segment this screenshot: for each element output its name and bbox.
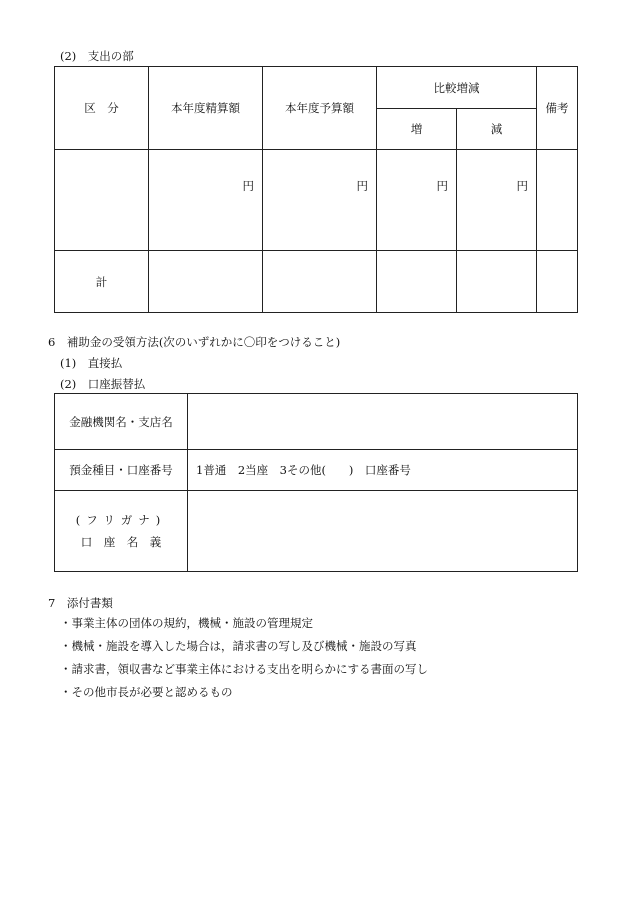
bank-name-label: 金融機関名・支店名 (55, 394, 188, 450)
payment-option-transfer: (2) 口座振替払 (60, 377, 146, 391)
bank-table (54, 393, 578, 572)
total-decrease-cell[interactable] (457, 251, 537, 313)
remarks-cell[interactable] (537, 150, 578, 251)
account-type-label: 預金種目・口座番号 (55, 450, 188, 491)
list-item: ・機械・施設を導入した場合は，請求書の写し及び機械・施設の写真 (60, 639, 417, 653)
section7-heading: 7 添付書類 (48, 596, 113, 610)
payment-option-direct: (1) 直接払 (60, 356, 123, 370)
header-category: 区 分 (55, 67, 149, 150)
increase-yen[interactable]: 円 (377, 150, 457, 251)
total-increase-cell[interactable] (377, 251, 457, 313)
list-item: ・請求書，領収書など事業主体における支出を明らかにする書面の写し (60, 662, 428, 676)
list-item: ・事業主体の団体の規約，機械・施設の管理規定 (60, 616, 313, 630)
expense-heading: (2) 支出の部 (60, 49, 134, 63)
entry-category-cell[interactable] (55, 150, 149, 251)
header-increase: 増 (377, 109, 457, 150)
total-remarks-cell[interactable] (537, 251, 578, 313)
header-comparison: 比較増減 (377, 67, 537, 109)
expense-table (54, 66, 578, 313)
header-decrease: 減 (457, 109, 537, 150)
section6-heading: 6 補助金の受領方法(次のいずれかに〇印をつけること) (48, 335, 341, 349)
budget-yen[interactable]: 円 (263, 150, 377, 251)
account-holder-label: 口 座 名 義 (80, 535, 162, 549)
header-settlement: 本年度精算額 (149, 67, 263, 150)
decrease-yen[interactable]: 円 (457, 150, 537, 251)
header-remarks: 備考 (537, 67, 578, 150)
total-label: 計 (55, 251, 149, 313)
bank-name-field[interactable] (188, 394, 578, 450)
settlement-yen[interactable]: 円 (149, 150, 263, 251)
list-item: ・その他市長が必要と認めるもの (60, 685, 233, 699)
account-type-options[interactable]: 1普通 2当座 3その他( ) 口座番号 (188, 450, 578, 491)
total-budget-cell[interactable] (263, 251, 377, 313)
attachment-list (60, 615, 428, 707)
account-holder-label-cell (55, 491, 188, 572)
account-holder-field[interactable] (188, 491, 578, 572)
header-budget: 本年度予算額 (263, 67, 377, 150)
furigana-label: (フリガナ) (75, 513, 167, 527)
total-settlement-cell[interactable] (149, 251, 263, 313)
